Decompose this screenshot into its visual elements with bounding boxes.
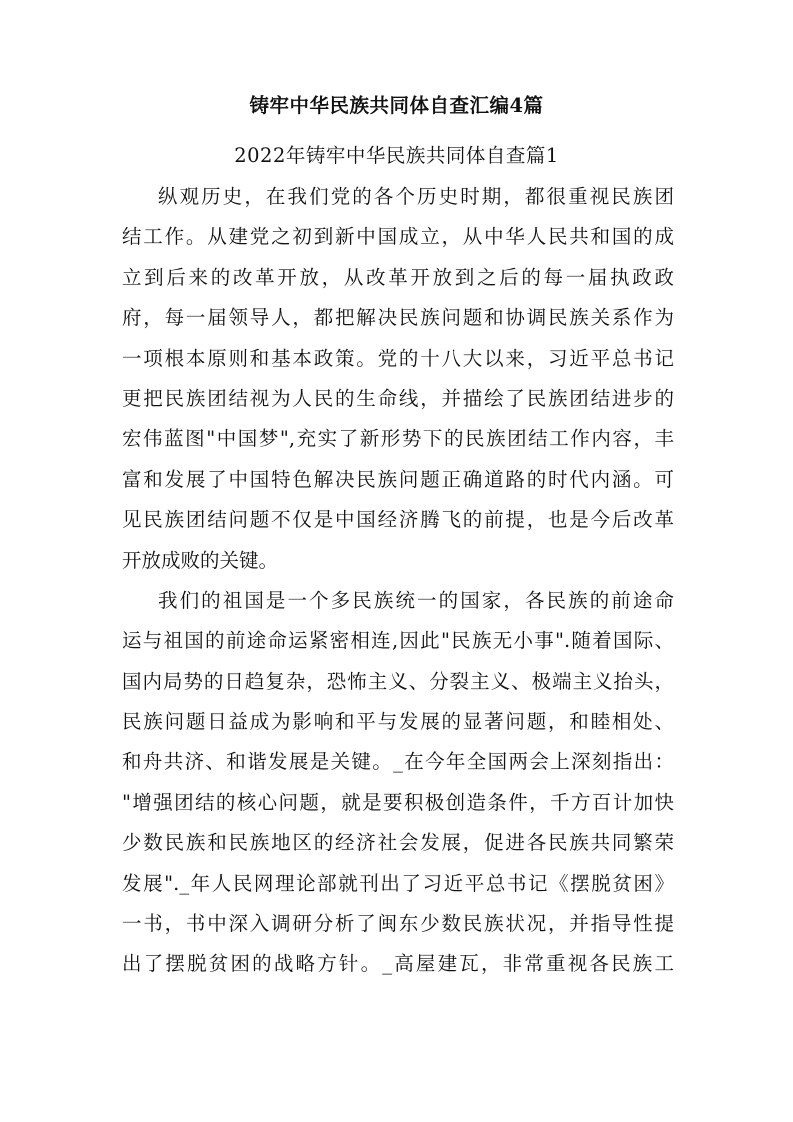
paragraph-1 [122,177,674,581]
text-line: 纵观历史，在我们党的各个历史时期，都很重视民族团 [158,185,674,208]
text-line: 运与祖国的前途命运紧密相连,因此"民族无小事".随着国际、 [122,629,674,653]
text-line: 结工作。从建党之初到新中国成立，从中华人民共和国的成 [122,225,674,249]
text-line: 立到后来的改革开放，从改革开放到之后的每一届执政政 [122,265,674,289]
text-line: 少数民族和民族地区的经济社会发展，促进各民族共同繁荣 [122,831,674,855]
text-line: 开放成败的关键。 [122,548,279,572]
text-line: 发展"._年人民网理论部就刊出了习近平总书记《摆脱贫困》 [122,871,674,895]
document-title: 铸牢中华民族共同体自查汇编4篇 [249,94,544,117]
text-line: 更把民族团结视为人民的生命线，并描绘了民族团结进步的 [122,386,674,410]
text-line: 府，每一届领导人，都把解决民族问题和协调民族关系作为 [122,306,674,330]
text-line: 国内局势的日趋复杂，恐怖主义、分裂主义、极端主义抬头， [122,669,674,693]
text-line: 和舟共济、和谐发展是关键。_在今年全国两会上深刻指出： [122,750,674,774]
text-line: 一书，书中深入调研分析了闽东少数民族状况，并指导性提 [122,912,674,936]
text-line: 见民族团结问题不仅是中国经济腾飞的前提，也是今后改革 [122,508,674,532]
text-line: 富和发展了中国特色解决民族问题正确道路的时代内涵。可 [122,467,674,491]
paragraph-2 [122,581,674,985]
text-line: 一项根本原则和基本政策。党的十八大以来，习近平总书记 [122,346,674,370]
text-line: 我们的祖国是一个多民族统一的国家，各民族的前途命 [158,588,674,612]
text-line: 出了摆脱贫困的战略方针。_高屋建瓦，非常重视各民族工 [122,952,674,976]
document-subtitle: 2022年铸牢中华民族共同体自查篇1 [234,144,559,167]
text-line: 宏伟蓝图"中国梦",充实了新形势下的民族团结工作内容，丰 [122,427,674,451]
text-line: 民族问题日益成为影响和平与发展的显著问题，和睦相处、 [122,710,674,734]
document-body [122,177,674,985]
text-line: "增强团结的核心问题，就是要积极创造条件，千方百计加快 [122,790,674,814]
